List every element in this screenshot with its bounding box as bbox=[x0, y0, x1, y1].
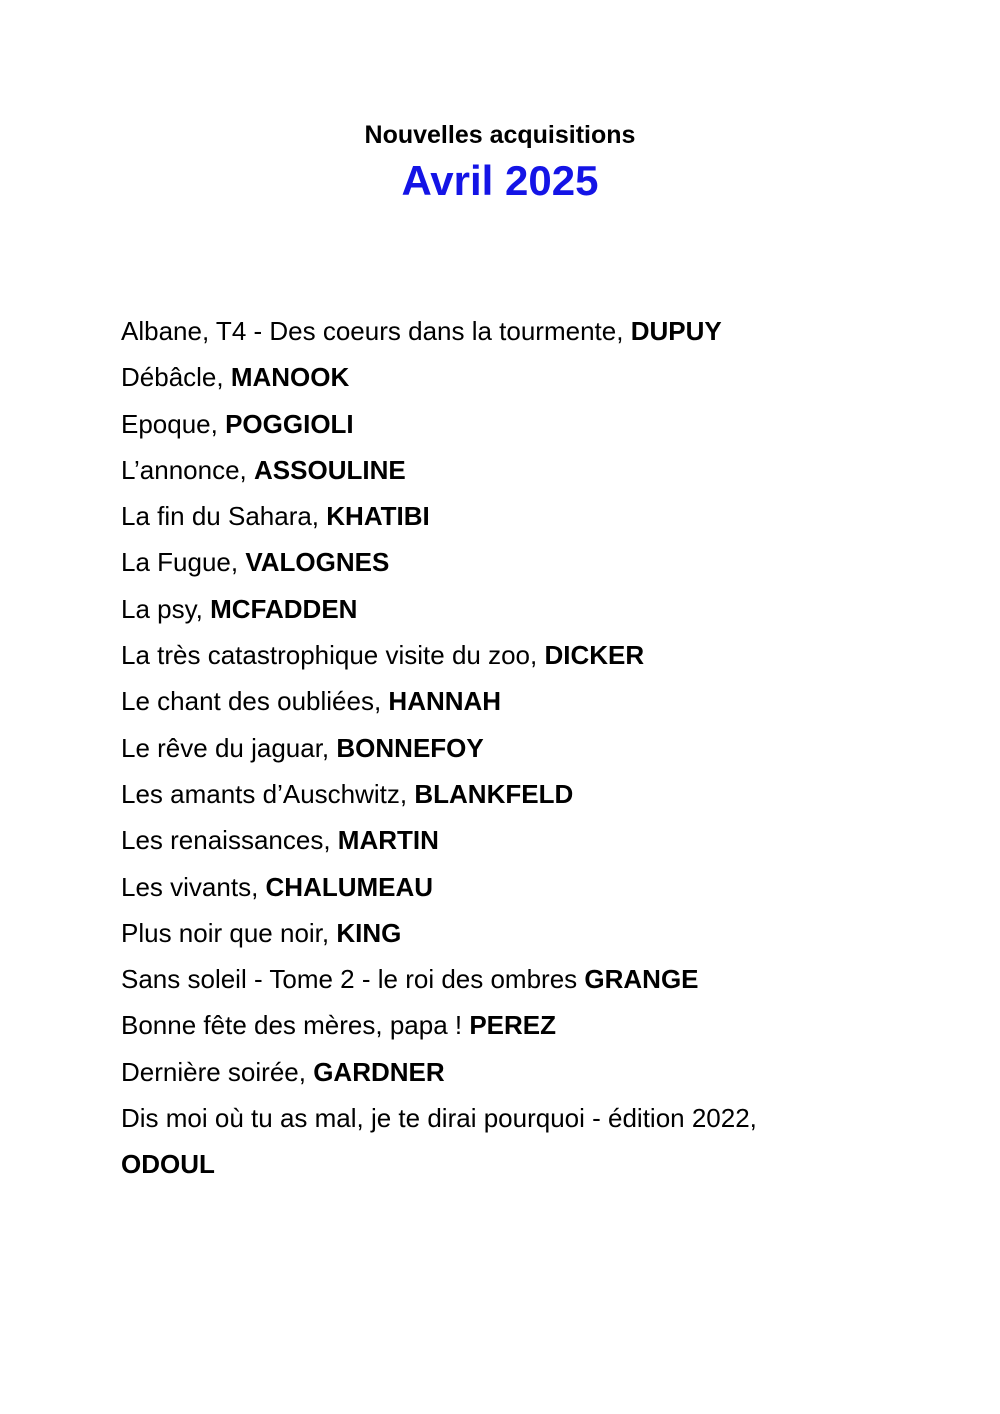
book-author: CHALUMEAU bbox=[265, 871, 434, 902]
book-author: GRANGE bbox=[584, 964, 699, 995]
list-item bbox=[121, 956, 841, 1002]
document-heading: Nouvelles acquisitions bbox=[364, 121, 636, 149]
list-item bbox=[121, 771, 841, 817]
book-title: Les amants d’Auschwitz, bbox=[121, 778, 415, 809]
book-title: Le chant des oubliées, bbox=[121, 686, 389, 717]
acquisitions-list bbox=[121, 308, 841, 1188]
book-title: Albane, T4 - Des coeurs dans la tourmente, bbox=[121, 316, 631, 346]
list-item bbox=[121, 1095, 841, 1188]
document-subheading: Avril 2025 bbox=[401, 157, 599, 204]
book-author: DUPUY bbox=[630, 316, 722, 346]
book-title: Débâcle, bbox=[121, 362, 231, 393]
book-title: Dis moi où tu as mal, je te dirai pourquoi - édition 2022, bbox=[121, 1103, 757, 1134]
book-author: MANOOK bbox=[230, 362, 350, 393]
book-title: La Fugue, bbox=[121, 547, 246, 578]
book-author: GARDNER bbox=[313, 1056, 445, 1087]
list-item bbox=[121, 678, 841, 724]
book-title: La psy, bbox=[121, 593, 211, 624]
list-item bbox=[121, 864, 841, 910]
book-title: L’annonce, bbox=[121, 454, 255, 485]
list-item bbox=[121, 401, 841, 447]
book-title: Les vivants, bbox=[121, 871, 266, 902]
book-author: BLANKFELD bbox=[414, 778, 574, 809]
book-title: La fin du Sahara, bbox=[121, 501, 327, 532]
book-author: KHATIBI bbox=[326, 501, 430, 532]
book-author: MCFADDEN bbox=[210, 593, 358, 624]
book-author: DICKER bbox=[544, 640, 645, 671]
book-author: HANNAH bbox=[388, 686, 502, 717]
list-item bbox=[121, 725, 841, 771]
book-author: POGGIOLI bbox=[225, 408, 354, 439]
list-item bbox=[121, 308, 841, 354]
book-author: PEREZ bbox=[469, 1010, 557, 1041]
list-item bbox=[121, 447, 841, 493]
book-author: ODOUL bbox=[121, 1149, 215, 1180]
book-title: Epoque, bbox=[121, 408, 226, 439]
book-title: La très catastrophique visite du zoo, bbox=[121, 640, 545, 671]
book-title: Les renaissances, bbox=[121, 825, 338, 856]
list-item bbox=[121, 1002, 841, 1048]
book-author: KING bbox=[336, 917, 402, 948]
book-title: Dernière soirée, bbox=[121, 1056, 314, 1087]
list-item bbox=[121, 910, 841, 956]
list-item bbox=[121, 539, 841, 585]
list-item bbox=[121, 632, 841, 678]
list-item bbox=[121, 586, 841, 632]
book-author: VALOGNES bbox=[245, 547, 390, 578]
list-item bbox=[121, 817, 841, 863]
book-title: Plus noir que noir, bbox=[121, 917, 337, 948]
book-title: Le rêve du jaguar, bbox=[121, 732, 337, 763]
book-title: Sans soleil - Tome 2 - le roi des ombres bbox=[121, 964, 585, 995]
list-item bbox=[121, 493, 841, 539]
book-author: ASSOULINE bbox=[254, 454, 406, 485]
book-author: BONNEFOY bbox=[336, 732, 484, 763]
list-item bbox=[121, 354, 841, 400]
list-item bbox=[121, 1049, 841, 1095]
book-title: Bonne fête des mères, papa ! bbox=[121, 1010, 470, 1041]
book-author: MARTIN bbox=[337, 825, 439, 856]
